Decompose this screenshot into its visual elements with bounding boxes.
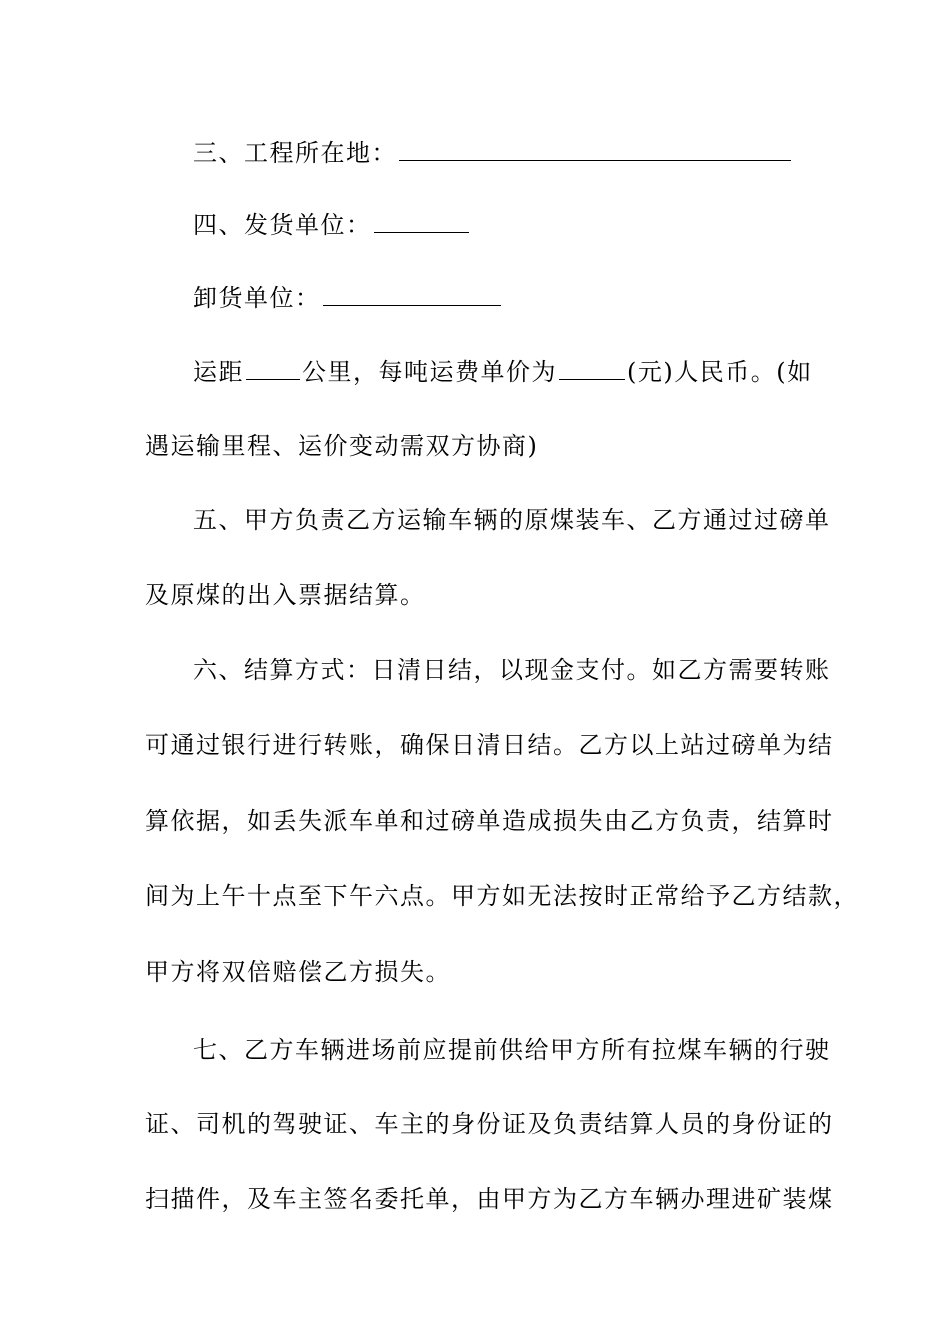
unload-label: 卸货单位： (193, 284, 321, 312)
item-6-line-3: 算依据，如丢失派车单和过磅单造成损失由乙方负责，结算时 (145, 807, 834, 835)
consignee-blank (323, 285, 501, 306)
item-6-line-5: 甲方将双倍赔偿乙方损失。 (145, 958, 451, 986)
item-5-line-2: 及原煤的出入票据结算。 (145, 581, 426, 609)
item-3-line (193, 138, 793, 168)
item-3-label: 三、工程所在地： (193, 139, 397, 167)
item-4-line (193, 210, 471, 240)
unload-line (193, 283, 503, 313)
unit-price-blank (559, 359, 625, 380)
freight-cont-line: 遇运输里程、运价变动需双方协商) (145, 432, 539, 460)
item-5-line-1: 五、甲方负责乙方运输车辆的原煤装车、乙方通过过磅单 (193, 506, 831, 534)
item-6-line-1: 六、结算方式：日清日结，以现金支付。如乙方需要转账 (193, 656, 831, 684)
shipper-blank (374, 212, 469, 233)
item-6-line-4: 间为上午十点至下午六点。甲方如无法按时正常给予乙方结款， (145, 882, 859, 910)
freight-part-2: 公里，每吨运费单价为 (302, 358, 557, 386)
item-4-label: 四、发货单位： (193, 211, 372, 239)
freight-part-1: 运距 (193, 358, 244, 386)
item-6-line-2: 可通过银行进行转账，确保日清日结。乙方以上站过磅单为结 (145, 731, 834, 759)
distance-blank (246, 359, 300, 380)
item-7-line-1: 七、乙方车辆进场前应提前供给甲方所有拉煤车辆的行驶 (193, 1036, 831, 1064)
item-7-line-2: 证、司机的驾驶证、车主的身份证及负责结算人员的身份证的 (145, 1110, 834, 1138)
project-location-blank (399, 140, 791, 161)
freight-part-3: (元)人民币。(如 (627, 358, 813, 386)
freight-line (193, 357, 813, 387)
item-7-line-3: 扫描件，及车主签名委托单，由甲方为乙方车辆办理进矿装煤 (145, 1185, 834, 1213)
